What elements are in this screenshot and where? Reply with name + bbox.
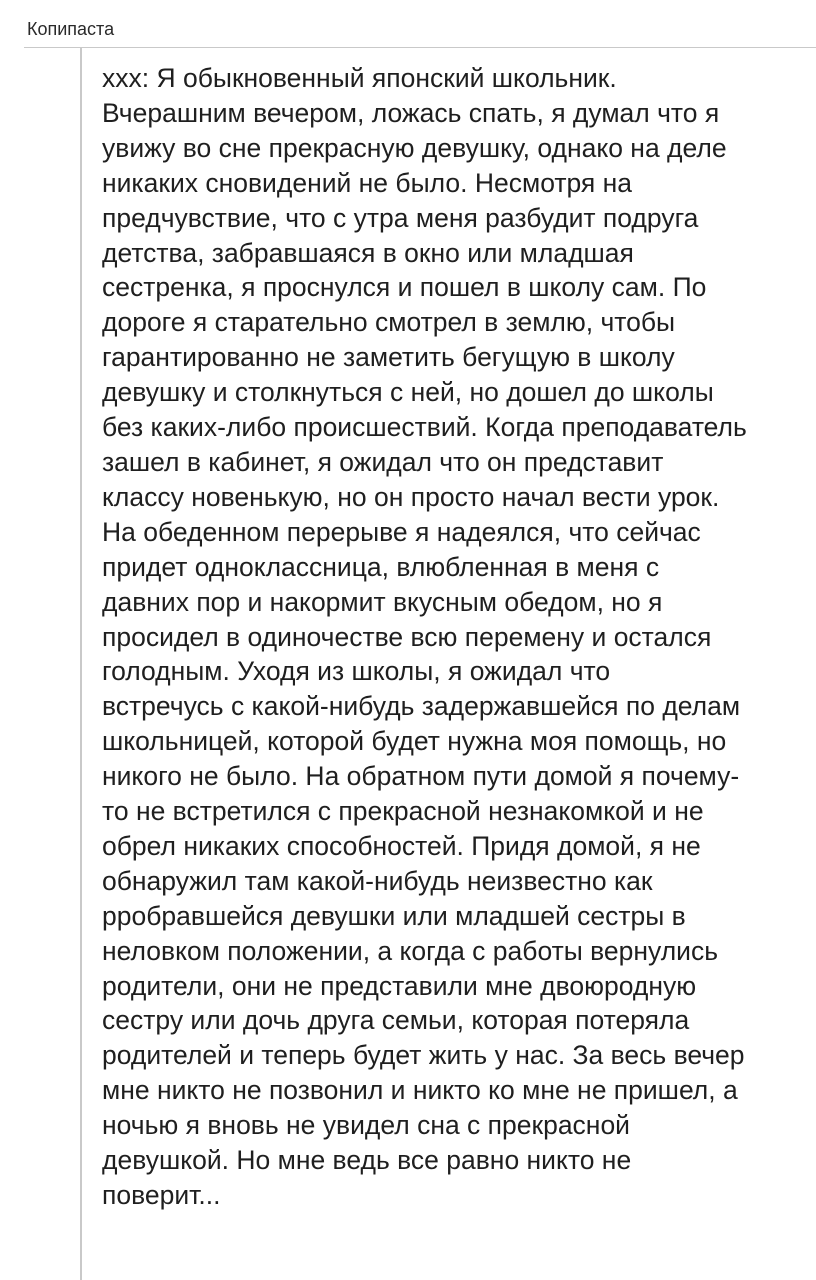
section-header [24, 14, 816, 48]
quote-block [80, 48, 816, 1280]
quote-text: ххх: Я обыкновенный японский школьник. Вчерашним вечером, ложась спать, я думал что я увижу во сне прекрасную девушку, однако на деле никаких сновидений не было. Несмотря на предчувствие, что с утра меня разбудит подруга детства, забравшаяся в окно или младшая сестренка, я проснулся и пошел в школу сам. По дороге я старательно смотрел в землю, чтобы гарантированно не заметить бегущую в школу девушку и столкнуться с ней, но дошел до школы без каких-либо происшествий. Когда преподаватель зашел в кабинет, я ожидал что он представит классу новенькую, но он просто начал вести урок. На обеденном перерыве я надеялся, что сейчас придет одноклассница, влюбленная в меня с давних пор и накормит вкусным обедом, но я просидел в одиночестве всю перемену и остался голодным. Уходя из школы, я ожидал что встречусь с какой-нибудь задержавшейся по делам школьницей, которой будет нужна моя помощь, но никого не было. На обратном пути домой я почему- то не встретился с прекрасной незнакомкой и не обрел никаких способностей. Придя домой, я не обнаружил там какой-нибудь неизвестно как pробравшейся девушки или младшей сестры в неловком положении, а когда с работы вернулись родители, они не представили мне двоюродную сестру или дочь друга семьи, которая потеряла родителей и теперь будет жить у нас. За весь вечер мне никто не позвонил и никто ко мне не пришел, а ночью я вновь не увидел сна с прекрасной девушкой. Но мне ведь все равно никто не поверит... [102, 63, 747, 1210]
category-label: Копипаста [27, 19, 115, 39]
